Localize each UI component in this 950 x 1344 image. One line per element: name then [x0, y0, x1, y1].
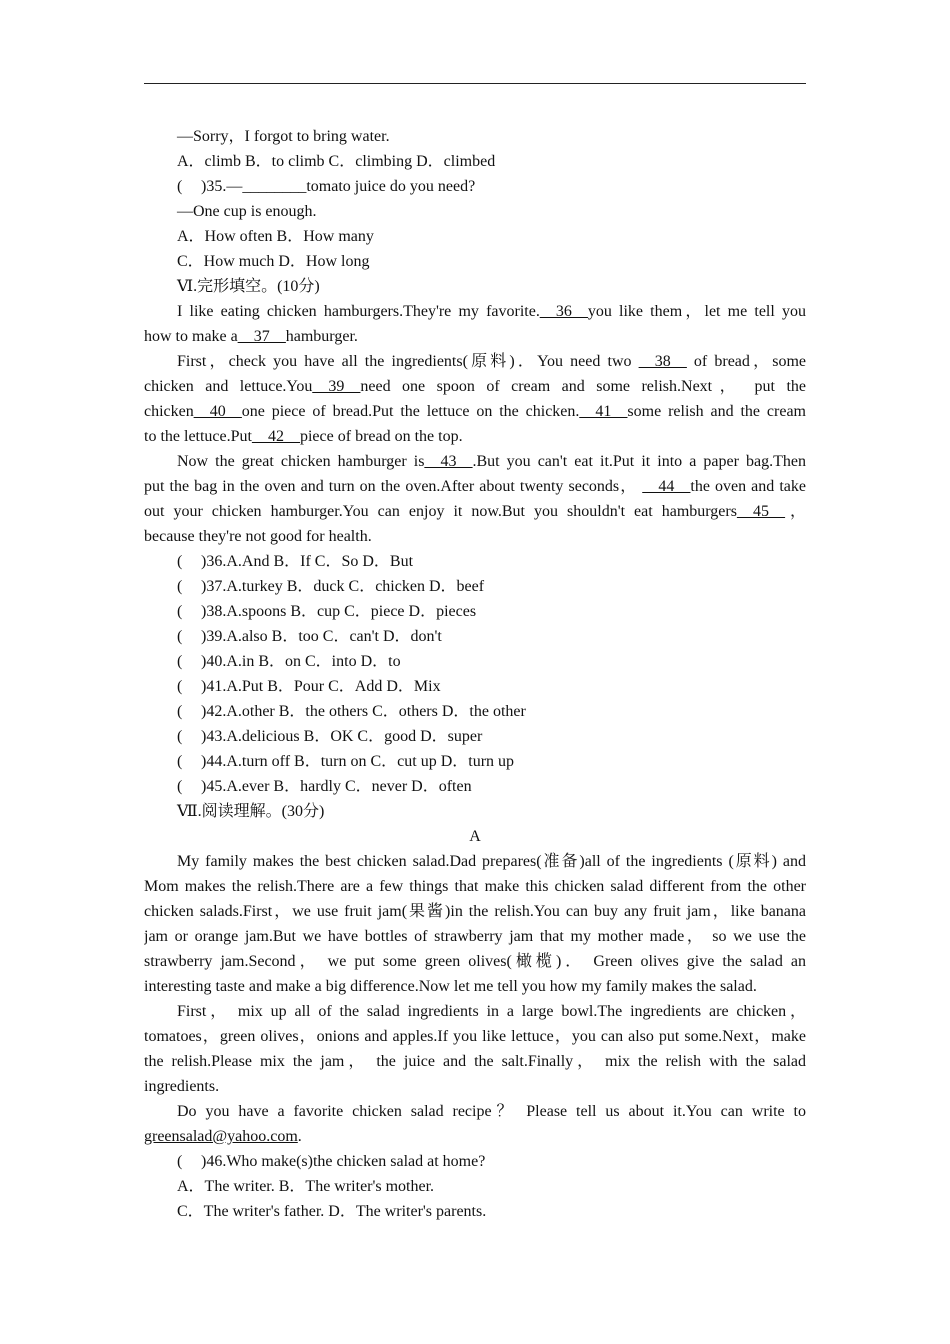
blank-43: __43__ [424, 453, 473, 470]
q35-options-row2: C．How much D．How long [177, 253, 370, 270]
header-rule [144, 83, 806, 84]
cloze-question: ( )36.A.And B．If C．So D．But [177, 553, 414, 570]
cloze-p1-line1: I like eating chicken hamburgers.They're my favorite.__36__you like them，let me tell you [177, 303, 806, 320]
cloze-p1-line2: how to make a__37__hamburger. [144, 328, 358, 345]
cloze-p2-line2: chicken and lettuce.You__39__need one spoon of cream and some relish.Next， put the [144, 378, 806, 395]
blank-45: __45__ [736, 503, 785, 520]
q35-options-row1: A．How often B．How many [177, 228, 374, 245]
document-page [144, 124, 806, 1224]
answer-paren: ( [177, 1153, 183, 1170]
cloze-p3-line4: because they're not good for health. [144, 528, 372, 545]
q35-reply: —One cup is enough. [177, 203, 317, 220]
section-7-title: Ⅶ.阅读理解。(30分) [177, 803, 325, 820]
blank-44: __44__ [642, 478, 691, 495]
email-link[interactable]: greensalad@yahoo.com [144, 1128, 298, 1145]
q34-options: A．climb B．to climb C．climbing D．climbed [177, 153, 496, 170]
answer-paren: ( [177, 178, 183, 195]
q46-stem: ( )46.Who make(s)the chicken salad at home? [144, 1149, 806, 1174]
blank-37: __37__ [237, 328, 286, 345]
cloze-question: ( )39.A.also B．too C．can't D．don't [177, 628, 442, 645]
cloze-question: ( )37.A.turkey B．duck C．chicken D．beef [177, 578, 485, 595]
reading-p1-line: My family makes the best chicken salad.Dad prepares(准备)all of the ingredients (原料) and [177, 853, 806, 870]
q34-reply: —Sorry，I forgot to bring water. [177, 128, 390, 145]
blank-42: __42__ [251, 428, 300, 445]
reading-p1-line: jam or orange jam.But we have bottles of strawberry jam that my mother made， so we use the [144, 928, 806, 945]
reading-p3-line2: greensalad@yahoo.com. [144, 1128, 302, 1145]
cloze-p2-line4: to the lettuce.Put__42__piece of bread on the top. [144, 428, 463, 445]
cloze-question: ( )38.A.spoons B．cup C．piece D．pieces [177, 603, 477, 620]
cloze-p2-line3: chicken__40__one piece of bread.Put the lettuce on the chicken.__41__some relish and the cream [144, 403, 806, 420]
reading-p1-line: strawberry jam.Second， we put some green olives(橄榄)． Green olives give the salad an [144, 953, 806, 970]
reading-p2-line: ingredients. [144, 1078, 220, 1095]
blank-39: __39__ [312, 378, 361, 395]
q35-stem [144, 174, 806, 199]
cloze-question: ( )41.A.Put B．Pour C．Add D．Mix [177, 678, 441, 695]
cloze-p2-line1: First，check you have all the ingredients(原料)．You need two __38__ of bread，some [177, 353, 806, 370]
cloze-question: ( )42.A.other B．the others C．others D．the other [177, 703, 526, 720]
blank-41: __41__ [579, 403, 628, 420]
blank-36: __36__ [539, 303, 588, 320]
cloze-question: ( )43.A.delicious B．OK C．good D．super [177, 728, 483, 745]
reading-p2-line: First， mix up all of the salad ingredients in a large bowl.The ingredients are chicken， [177, 1003, 806, 1020]
q35-text: )35.—________tomato juice do you need? [201, 178, 476, 195]
passage-label: A [469, 828, 481, 845]
cloze-question: ( )40.A.in B．on C．into D．to [177, 653, 401, 670]
blank-40: __40__ [193, 403, 242, 420]
cloze-p3-line1: Now the great chicken hamburger is__43__.But you can't eat it.Put it into a paper bag.Then [177, 453, 806, 470]
reading-p2-line: the relish.Please mix the jam， the juice and the salt.Finally， mix the relish with the salad [144, 1053, 806, 1070]
reading-p1-line: Mom makes the relish.There are a few things that make this chicken salad different from the other [144, 878, 806, 895]
cloze-question: ( )45.A.ever B．hardly C．never D．often [177, 778, 472, 795]
blank-38: __38__ [638, 353, 687, 370]
section-6-title: Ⅵ.完形填空。(10分) [177, 278, 320, 295]
reading-p3-line: Do you have a favorite chicken salad recipe？ Please tell us about it.You can write to [177, 1103, 806, 1120]
cloze-p3-line3: out your chicken hamburger.You can enjoy it now.But you shouldn't eat hamburgers__45__， [144, 503, 806, 520]
q46-options-row1: A．The writer. B．The writer's mother. [177, 1178, 435, 1195]
q46-options-row2: C．The writer's father. D．The writer's parents. [177, 1203, 487, 1220]
cloze-question: ( )44.A.turn off B．turn on C．cut up D．turn up [177, 753, 515, 770]
reading-p1-line: interesting taste and make a big difference.Now let me tell you how my family makes the salad. [144, 978, 757, 995]
cloze-p3-line2: put the bag in the oven and turn on the oven.After about twenty seconds， __44__the oven and take [144, 478, 806, 495]
reading-p1-line: chicken salads.First，we use fruit jam(果酱)in the relish.You can buy any fruit jam，like banana [144, 903, 806, 920]
reading-p2-line: tomatoes，green olives，onions and apples.If you like lettuce，you can also put some.Next，make [144, 1028, 806, 1045]
